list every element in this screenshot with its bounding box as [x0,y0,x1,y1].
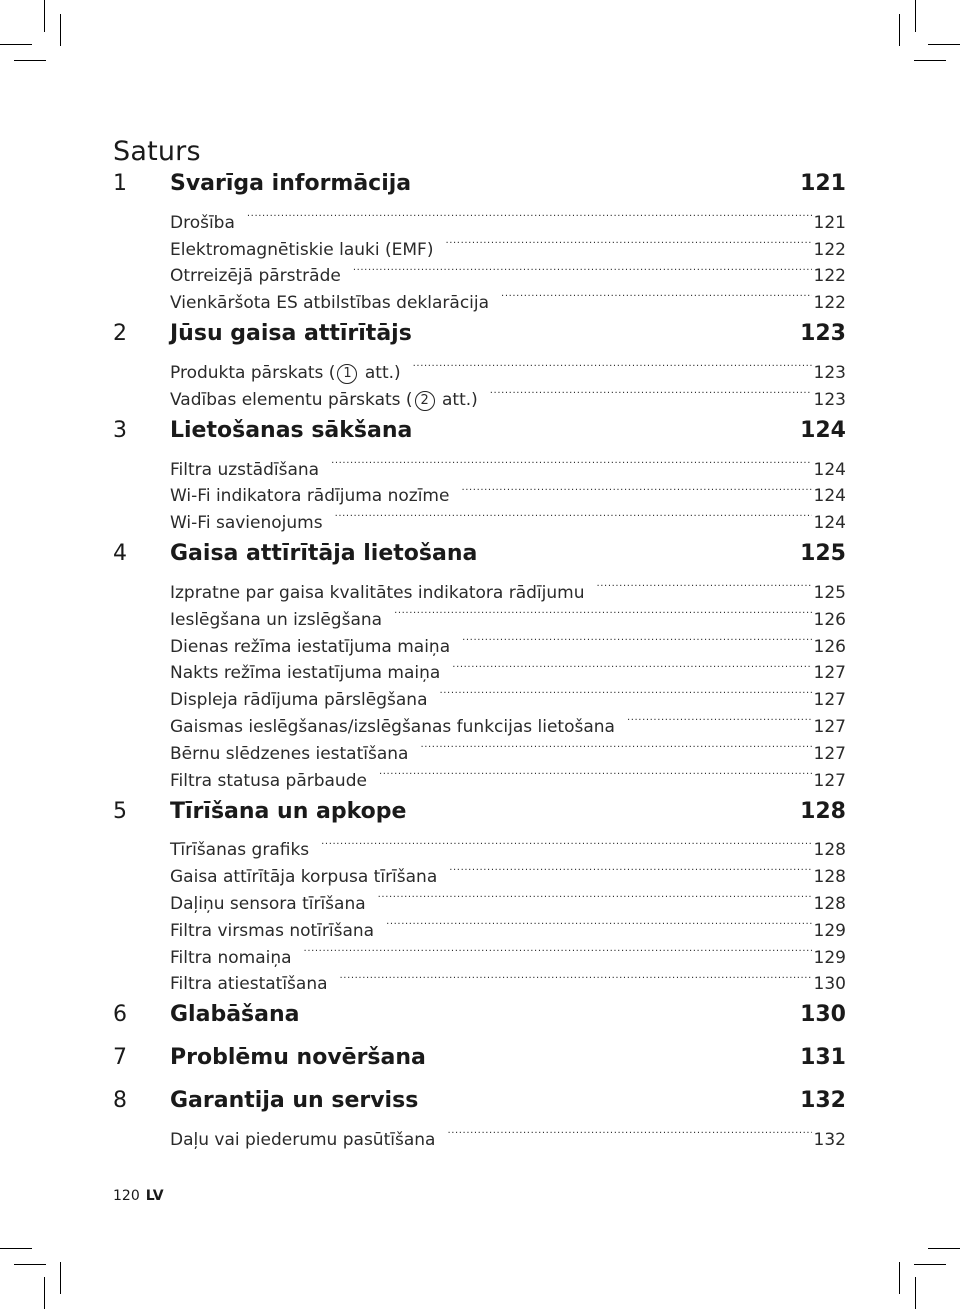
crop-mark [914,60,946,61]
toc-section [113,998,846,1032]
entry-page: 122 [813,266,846,287]
entry-title [170,457,331,484]
dot-leader [379,759,812,786]
toc-section-heading[interactable] [113,1084,846,1118]
entry-title-text: Filtra virsmas notīrīšana [170,920,375,941]
entry-title [170,687,439,714]
entry-title [170,510,335,537]
toc-entry[interactable] [170,351,846,383]
section-title: Tīrīšana un apkope [170,798,407,824]
entry-title [170,837,321,864]
entry-title-text: Vadības elementu pārskats ( [170,389,413,410]
dot-leader [304,936,812,963]
entry-title-text: Displeja rādījuma pārslēgšana [170,690,428,711]
entry-title-suffix: att.) [359,362,401,383]
dot-leader [386,909,811,936]
section-page: 131 [800,1045,846,1071]
crop-mark [914,1264,946,1265]
entry-page: 124 [813,513,846,534]
entry-page: 127 [813,716,846,737]
section-title: Lietošanas sākšana [170,417,413,443]
entry-page: 132 [813,1130,846,1151]
crop-mark [0,1248,32,1249]
entry-title [170,660,452,687]
entry-title-text: Filtra atiestatīšana [170,974,328,995]
entry-title-text: Drošība [170,212,235,233]
dot-leader [462,625,811,652]
toc-entry[interactable] [170,571,846,603]
section-number: 8 [113,1088,127,1114]
section-number: 5 [113,798,127,824]
dot-leader [378,882,812,909]
entry-title-text: Elektromagnētiskie lauki (EMF) [170,239,434,260]
toc-entry[interactable] [170,1118,846,1151]
section-title: Glabāšana [170,1002,300,1028]
crop-mark [928,44,960,45]
entry-title [170,607,394,634]
section-title: Problēmu novēršana [170,1045,426,1071]
entry-title-text: Wi-Fi indikatora rādījuma nozīme [170,486,450,507]
dot-leader [445,228,811,255]
crop-mark [44,1277,45,1309]
toc-section [113,317,846,410]
section-page: 121 [800,171,846,196]
entry-title [170,387,490,414]
toc-section-heading[interactable] [113,414,846,448]
dot-leader [353,255,812,282]
entry-title-text: Gaisa attīrītāja korpusa tīrīšana [170,867,438,888]
toc-section [113,795,846,995]
section-title: Jūsu gaisa attīrītājs [170,321,412,347]
dot-leader [321,829,811,856]
figure-number-circle: 1 [337,364,357,384]
entry-title [170,891,378,918]
page-number: 120 [113,1188,140,1204]
entry-title-suffix: att.) [436,389,478,410]
toc-entry[interactable] [170,448,846,480]
dot-leader [452,652,811,679]
toc-entry[interactable] [170,829,846,861]
entry-page: 123 [813,389,846,410]
entry-page: 121 [813,212,846,233]
entry-page: 123 [813,362,846,383]
section-number: 2 [113,321,127,347]
entry-title-text: Izpratne par gaisa kvalitātes indikatora rādījumu [170,582,585,603]
toc-section-heading[interactable] [113,167,846,201]
toc-section-heading[interactable] [113,795,846,829]
entry-title-text: Bērnu slēdzenes iestatīšana [170,743,409,764]
entry-page: 128 [813,867,846,888]
toc-section-heading[interactable] [113,998,846,1032]
entry-title-text: Filtra statusa pārbaude [170,770,367,791]
entry-page: 122 [813,239,846,260]
entry-title [170,945,304,972]
entry-title-text: Daļu vai piederumu pasūtīšana [170,1130,436,1151]
entry-title-text: Wi-Fi savienojums [170,513,323,534]
dot-leader [335,501,812,528]
entry-page: 128 [813,893,846,914]
dot-leader [490,378,812,405]
dot-leader [597,571,812,598]
dot-leader [439,678,811,705]
entry-page: 127 [813,770,846,791]
dot-leader [394,598,811,625]
entry-title-text: Nakts režīma iestatījuma maiņa [170,663,441,684]
toc-section [113,414,846,534]
crop-mark [899,14,900,46]
entry-page: 124 [813,486,846,507]
entry-page: 129 [813,920,846,941]
entry-title-text: Ieslēgšana un izslēgšana [170,609,383,630]
toc-entry[interactable] [170,201,846,233]
entry-title-text: Daļiņu sensora tīrīšana [170,893,366,914]
entry-page: 127 [813,743,846,764]
entry-title-text: Otrreizējā pārstrāde [170,266,341,287]
entry-page: 122 [813,293,846,314]
dot-leader [340,963,812,990]
entry-title-text: Tīrīšanas grafiks [170,840,310,861]
crop-mark [60,14,61,46]
crop-mark [915,1277,916,1309]
section-number: 6 [113,1002,127,1028]
entry-title [170,290,501,317]
section-number: 7 [113,1045,127,1071]
section-page: 128 [800,798,846,824]
section-page: 132 [800,1088,846,1114]
entry-title-text: Dienas režīma iestatījuma maiņa [170,636,451,657]
entry-page: 126 [813,636,846,657]
crop-mark [0,44,32,45]
entry-title [170,360,413,387]
toc-section-heading[interactable] [113,1041,846,1075]
entry-page: 125 [813,582,846,603]
crop-mark [928,1248,960,1249]
language-code: LV [145,1188,164,1204]
section-number: 4 [113,541,127,567]
entry-title [170,634,462,661]
section-number: 3 [113,417,127,443]
entry-page: 127 [813,663,846,684]
entry-title [170,263,353,290]
crop-mark [899,1262,900,1294]
dot-leader [449,855,811,882]
dot-leader [461,475,811,502]
entry-title-text: Gaismas ieslēgšanas/izslēgšanas funkcijas lietošana [170,716,615,737]
entry-page: 127 [813,690,846,711]
section-number: 1 [113,171,127,196]
section-page: 123 [800,321,846,347]
crop-mark [60,1262,61,1294]
figure-number-circle: 2 [415,391,435,411]
dot-leader [447,1118,811,1145]
dot-leader [331,448,811,475]
entry-title-text: Produkta pārskats ( [170,362,336,383]
dot-leader [627,705,812,732]
entry-page: 126 [813,609,846,630]
toc-section-heading[interactable] [113,537,846,571]
entry-page: 124 [813,459,846,480]
crop-mark [915,0,916,32]
section-title: Garantija un serviss [170,1088,419,1114]
crop-mark [14,1264,46,1265]
crop-mark [44,0,45,32]
entry-title [170,210,247,237]
dot-leader [247,201,812,228]
page-footer [113,1188,164,1204]
toc-section-heading[interactable] [113,317,846,351]
entry-title [170,768,379,795]
entry-title-text: Filtra nomaiņa [170,947,292,968]
dot-leader [413,351,812,378]
toc-section [113,167,846,314]
dot-leader [420,732,811,759]
entry-title [170,1127,447,1154]
section-page: 124 [800,417,846,443]
toc-section [113,1084,846,1151]
toc-entry[interactable] [170,228,846,260]
section-page: 130 [800,1002,846,1028]
page-title: Saturs [113,136,201,168]
entry-page: 129 [813,947,846,968]
toc-section [113,537,846,791]
section-title: Gaisa attīrītāja lietošana [170,541,478,567]
dot-leader [501,281,812,308]
crop-mark [14,60,46,61]
entry-page: 130 [813,974,846,995]
section-title: Svarīga informācija [170,171,412,196]
entry-title-text: Filtra uzstādīšana [170,459,320,480]
entry-page: 128 [813,840,846,861]
entry-title [170,971,340,998]
entry-title-text: Vienkāršota ES atbilstības deklarācija [170,293,490,314]
toc-section [113,1041,846,1075]
table-of-contents [113,167,846,1154]
section-page: 125 [800,541,846,567]
